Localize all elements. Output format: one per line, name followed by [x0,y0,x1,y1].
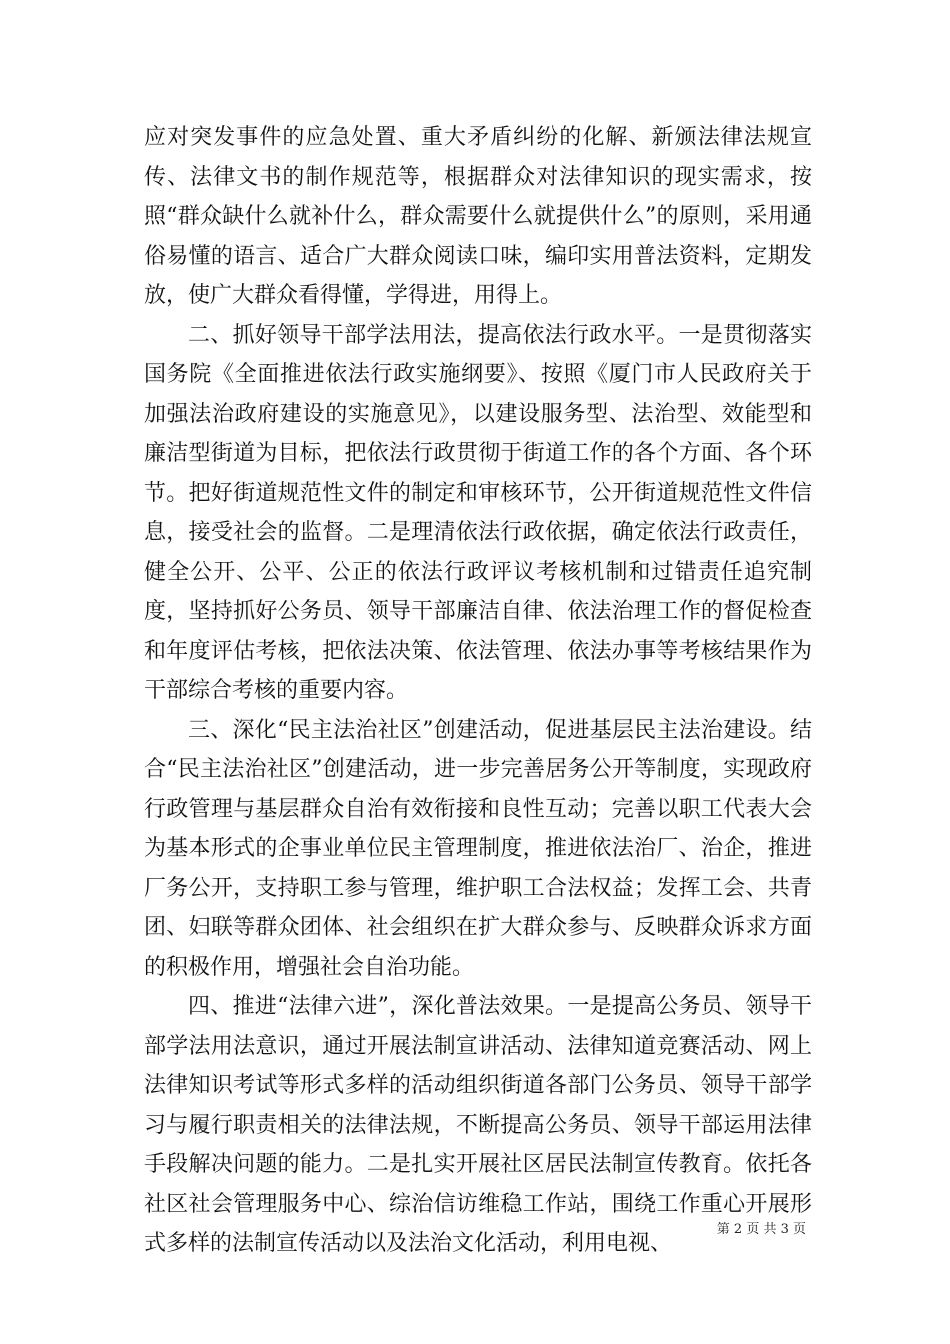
paragraph-continuation: 应对突发事件的应急处置、重大矛盾纠纷的化解、新颁法律法规宣传、法律文书的制作规范等，根据群众对法律知识的现实需求，按照“群众缺什么就补什么，群众需要什么就提供什么”的原则，采用通俗易懂的语言、适合广大群众阅读口味，编印实用普法资料，定期发放，使广大群众看得懂，学得进，用得上。 [144,125,812,308]
paragraph-section-2: 二、抓好领导干部学法用法，提高依法行政水平。一是贯彻落实国务院《全面推进依法行政实施纲要》、按照《厦门市人民政府关于加强法治政府建设的实施意见》，以建设服务型、法治型、效能型和廉洁型街道为目标，把依法行政贯彻于街道工作的各个方面、各个环节。把好街道规范性文件的制定和审核环节，公开街道规范性文件信息，接受社会的监督。二是理清依法行政依据，确定依法行政责任，健全公开、公平、公正的依法行政评议考核机制和过错责任追究制度，坚持抓好公务员、领导干部廉洁自律、依法治理工作的督促检查和年度评估考核，把依法决策、依法管理、依法办事等考核结果作为干部综合考核的重要内容。 [144,322,812,703]
paragraph-section-4: 四、推进“法律六进”，深化普法效果。一是提高公务员、领导干部学法用法意识，通过开展法制宣讲活动、法律知道竞赛活动、网上法律知识考试等形式多样的活动组织街道各部门公务员、领导干部学习与履行职责相关的法律法规，不断提高公务员、领导干部运用法律手段解决问题的能力。二是扎实开展社区居民法制宣传教育。依托各社区社会管理服务中心、综治信访维稳工作站，围绕工作重心开展形式多样的法制宣传活动以及法治文化活动，利用电视、 [144,994,812,1256]
paragraph-section-3: 三、深化“民主法治社区”创建活动，促进基层民主法治建设。结合“民主法治社区”创建活动，进一步完善居务公开等制度，实现政府行政管理与基层群众自治有效衔接和良性互动；完善以职工代表大会为基本形式的企事业单位民主管理制度，推进依法治厂、治企，推进厂务公开，支持职工参与管理，维护职工合法权益；发挥工会、共青团、妇联等群众团体、社会组织在扩大群众参与、反映群众诉求方面的积极作用，增强社会自治功能。 [144,717,812,980]
page-number-footer: 第 2 页 共 3 页 [716,1222,806,1237]
document-body [144,118,812,1264]
